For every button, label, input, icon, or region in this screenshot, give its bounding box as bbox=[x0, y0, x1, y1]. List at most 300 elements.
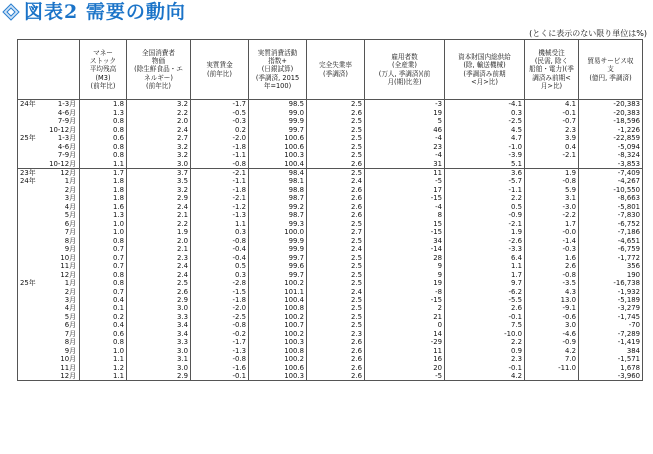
table-cell: -20,383 bbox=[579, 108, 643, 116]
table-cell: -2.1 bbox=[525, 151, 579, 159]
table-cell: -7,830 bbox=[579, 211, 643, 219]
table-cell: 0.3 bbox=[191, 228, 249, 236]
table-cell: 99.3 bbox=[249, 220, 307, 228]
demand-table bbox=[17, 39, 643, 381]
row-year: 24年 bbox=[20, 100, 36, 109]
table-cell: 2.5 bbox=[127, 279, 191, 287]
row-label bbox=[18, 270, 80, 278]
table-cell: -0.2 bbox=[191, 330, 249, 338]
table-cell: -2.8 bbox=[191, 279, 249, 287]
table-cell: 2.2 bbox=[127, 108, 191, 116]
row-label bbox=[18, 347, 80, 355]
table-cell: 2.6 bbox=[127, 287, 191, 295]
table-cell: 19 bbox=[365, 108, 445, 116]
row-period: 4-6月 bbox=[57, 142, 76, 151]
table-row bbox=[18, 134, 643, 142]
row-label bbox=[18, 245, 80, 253]
row-label bbox=[18, 313, 80, 321]
table-cell: -0.4 bbox=[191, 245, 249, 253]
table-cell: -10,550 bbox=[579, 186, 643, 194]
table-cell: 0.3 bbox=[191, 270, 249, 278]
table-cell: 2.3 bbox=[525, 125, 579, 133]
table-cell: -7,186 bbox=[579, 228, 643, 236]
table-cell: 28 bbox=[365, 253, 445, 261]
table-cell: 0.8 bbox=[80, 270, 127, 278]
table-cell: 3.2 bbox=[127, 151, 191, 159]
table-cell: -2.1 bbox=[445, 220, 525, 228]
column-header: 実質賃金 (前年比) bbox=[191, 40, 249, 100]
row-label bbox=[18, 220, 80, 228]
table-row bbox=[18, 372, 643, 381]
table-row bbox=[18, 237, 643, 245]
table-cell: -0.1 bbox=[525, 108, 579, 116]
table-cell: 0.3 bbox=[445, 108, 525, 116]
table-cell: 7.5 bbox=[445, 321, 525, 329]
table-cell: -1.1 bbox=[191, 151, 249, 159]
row-period: 5月 bbox=[64, 312, 76, 321]
table-cell: 0 bbox=[365, 321, 445, 329]
table-cell: -3.3 bbox=[445, 245, 525, 253]
table-cell: 2.6 bbox=[307, 211, 365, 219]
table-cell: 0.8 bbox=[80, 338, 127, 346]
table-cell: 46 bbox=[365, 125, 445, 133]
table-cell: 384 bbox=[579, 347, 643, 355]
column-header: 実質消費活動 指数+ (日銀試算) (季調済, 2015 年=100) bbox=[249, 40, 307, 100]
table-cell: 2.3 bbox=[127, 253, 191, 261]
table-cell: 2.5 bbox=[307, 313, 365, 321]
table-cell: 2.5 bbox=[307, 296, 365, 304]
table-cell: 2.5 bbox=[307, 237, 365, 245]
table-cell: -5 bbox=[365, 177, 445, 185]
row-period: 4-6月 bbox=[57, 108, 76, 117]
table-cell: 2.5 bbox=[307, 100, 365, 109]
table-cell: 2.6 bbox=[307, 338, 365, 346]
row-period: 11月 bbox=[60, 262, 76, 271]
table-cell: 0.8 bbox=[80, 151, 127, 159]
table-cell: 98.8 bbox=[249, 186, 307, 194]
table-cell: 2.5 bbox=[307, 151, 365, 159]
table-cell: 100.3 bbox=[249, 372, 307, 381]
table-cell: -1.3 bbox=[191, 347, 249, 355]
table-cell: 1,678 bbox=[579, 364, 643, 372]
table-cell: -0.9 bbox=[445, 211, 525, 219]
table-cell: -1.1 bbox=[191, 177, 249, 185]
title-bar bbox=[2, 1, 186, 23]
row-label bbox=[18, 177, 80, 185]
table-cell: 17 bbox=[365, 186, 445, 194]
table-cell: 0.8 bbox=[80, 237, 127, 245]
table-cell: 0.5 bbox=[445, 203, 525, 211]
row-period: 6月 bbox=[64, 219, 76, 228]
row-period: 7月 bbox=[64, 329, 76, 338]
table-cell: 21 bbox=[365, 313, 445, 321]
table-row bbox=[18, 304, 643, 312]
row-period: 10月 bbox=[60, 355, 76, 364]
table-cell bbox=[525, 159, 579, 168]
table-cell: -0.3 bbox=[525, 245, 579, 253]
table-cell: 3.1 bbox=[127, 355, 191, 363]
table-cell: 99.7 bbox=[249, 270, 307, 278]
table-cell: 31 bbox=[365, 159, 445, 168]
table-cell: 2.5 bbox=[307, 117, 365, 125]
table-cell: -2.0 bbox=[191, 134, 249, 142]
table-cell: -1.7 bbox=[191, 338, 249, 346]
table-cell: 5.9 bbox=[525, 186, 579, 194]
table-cell: 2.5 bbox=[307, 262, 365, 270]
table-cell: -6,752 bbox=[579, 220, 643, 228]
table-cell: -1.4 bbox=[525, 237, 579, 245]
table-cell: -11.0 bbox=[525, 364, 579, 372]
table-cell: -4 bbox=[365, 151, 445, 159]
table-cell: -1.8 bbox=[191, 186, 249, 194]
table-cell: 101.1 bbox=[249, 287, 307, 295]
table-cell: -0.8 bbox=[525, 177, 579, 185]
table-cell: 2.5 bbox=[307, 142, 365, 150]
row-label bbox=[18, 142, 80, 150]
table-cell: -0.8 bbox=[191, 355, 249, 363]
table-cell: 1.7 bbox=[80, 168, 127, 177]
table-row bbox=[18, 313, 643, 321]
table-cell: 2.2 bbox=[445, 338, 525, 346]
table-cell: 0.8 bbox=[80, 142, 127, 150]
table-row bbox=[18, 245, 643, 253]
table-cell: 3.5 bbox=[127, 177, 191, 185]
table-cell: 9 bbox=[365, 262, 445, 270]
row-period: 1-3月 bbox=[57, 134, 76, 143]
table-cell: 1.9 bbox=[127, 228, 191, 236]
row-period: 1月 bbox=[64, 177, 76, 186]
table-cell: 3.4 bbox=[127, 321, 191, 329]
table-cell: 13.0 bbox=[525, 296, 579, 304]
table-cell: 0.5 bbox=[191, 262, 249, 270]
table-cell: 3.2 bbox=[127, 142, 191, 150]
table-cell: 3.9 bbox=[525, 134, 579, 142]
table-cell: -70 bbox=[579, 321, 643, 329]
table-cell: 8 bbox=[365, 211, 445, 219]
row-period: 7-9月 bbox=[57, 151, 76, 160]
table-cell: 5.1 bbox=[445, 159, 525, 168]
table-cell: 2.6 bbox=[307, 108, 365, 116]
table-cell: -1.7 bbox=[191, 100, 249, 109]
table-cell: -5,094 bbox=[579, 142, 643, 150]
table-cell: -3.5 bbox=[525, 279, 579, 287]
table-cell: 3.0 bbox=[127, 364, 191, 372]
row-label bbox=[18, 151, 80, 159]
table-cell: -15 bbox=[365, 194, 445, 202]
row-label bbox=[18, 117, 80, 125]
table-cell: -9.1 bbox=[525, 304, 579, 312]
table-cell: -0.1 bbox=[445, 364, 525, 372]
row-label bbox=[18, 211, 80, 219]
table-cell: 2.5 bbox=[307, 134, 365, 142]
table-cell: -1,932 bbox=[579, 287, 643, 295]
row-label bbox=[18, 125, 80, 133]
table-cell: -22,859 bbox=[579, 134, 643, 142]
row-period: 10月 bbox=[60, 253, 76, 262]
table-cell: 100.6 bbox=[249, 364, 307, 372]
table-row bbox=[18, 253, 643, 261]
table-cell: 99.9 bbox=[249, 237, 307, 245]
table-cell: -5,189 bbox=[579, 296, 643, 304]
table-cell: -2.6 bbox=[445, 237, 525, 245]
table-cell: 2.5 bbox=[307, 270, 365, 278]
table-cell: 99.2 bbox=[249, 203, 307, 211]
table-cell: -0.6 bbox=[525, 313, 579, 321]
row-label bbox=[18, 194, 80, 202]
column-header: 資本財国内総供給 (除, 輸送機械) (季調済み前期 <月>比) bbox=[445, 40, 525, 100]
table-row bbox=[18, 125, 643, 133]
table-cell: -0.8 bbox=[191, 237, 249, 245]
table-cell: 0.7 bbox=[80, 262, 127, 270]
table-cell: 0.7 bbox=[80, 253, 127, 261]
table-cell: 2.5 bbox=[307, 279, 365, 287]
table-cell: 1.1 bbox=[445, 262, 525, 270]
table-cell: 1.1 bbox=[80, 159, 127, 168]
table-row bbox=[18, 151, 643, 159]
table-row bbox=[18, 262, 643, 270]
table-cell: 2.0 bbox=[127, 117, 191, 125]
table-cell: -1.5 bbox=[191, 287, 249, 295]
row-label bbox=[18, 304, 80, 312]
table-cell: 4.2 bbox=[445, 372, 525, 381]
table-cell: 1.9 bbox=[445, 228, 525, 236]
table-cell: -1.3 bbox=[191, 211, 249, 219]
unit-note: (とくに表示のない限り単位は%) bbox=[529, 29, 647, 38]
row-year: 25年 bbox=[20, 279, 36, 288]
table-cell: 4.7 bbox=[445, 134, 525, 142]
table-cell: 9.7 bbox=[445, 279, 525, 287]
row-label bbox=[18, 338, 80, 346]
table-cell: 2.1 bbox=[127, 245, 191, 253]
table-cell: 2.4 bbox=[307, 245, 365, 253]
table-cell: -3.0 bbox=[525, 203, 579, 211]
table-cell: 2.5 bbox=[307, 125, 365, 133]
table-cell: 2.9 bbox=[127, 372, 191, 381]
row-year: 25年 bbox=[20, 134, 36, 143]
table-cell: -3,279 bbox=[579, 304, 643, 312]
table-cell: 23 bbox=[365, 142, 445, 150]
table-cell: 3.2 bbox=[127, 100, 191, 109]
table-cell: 2.5 bbox=[307, 304, 365, 312]
table-cell: -0.1 bbox=[445, 313, 525, 321]
table-cell: 100.2 bbox=[249, 279, 307, 287]
row-label bbox=[18, 355, 80, 363]
table-cell: 2.3 bbox=[307, 330, 365, 338]
table-cell: 3.0 bbox=[127, 159, 191, 168]
row-label bbox=[18, 168, 80, 177]
row-year: 24年 bbox=[20, 177, 36, 186]
column-header: 貿易サービス収 支 (億円, 季調済) bbox=[579, 40, 643, 100]
table-cell: -0.3 bbox=[191, 117, 249, 125]
row-period: 11月 bbox=[60, 363, 76, 372]
table-cell: 2.2 bbox=[445, 194, 525, 202]
table-cell: -1,571 bbox=[579, 355, 643, 363]
table-row bbox=[18, 211, 643, 219]
table-cell: 2.6 bbox=[307, 364, 365, 372]
table-cell: -1,745 bbox=[579, 313, 643, 321]
table-cell: -2.5 bbox=[445, 117, 525, 125]
table-cell: 2.6 bbox=[307, 347, 365, 355]
table-cell: 2.7 bbox=[127, 134, 191, 142]
table-cell: 100.2 bbox=[249, 313, 307, 321]
table-cell: -5.7 bbox=[445, 177, 525, 185]
table-cell bbox=[525, 372, 579, 381]
table-cell: 100.7 bbox=[249, 321, 307, 329]
table-cell: 2.6 bbox=[307, 355, 365, 363]
row-label bbox=[18, 228, 80, 236]
table-cell: 0.4 bbox=[80, 321, 127, 329]
table-row bbox=[18, 347, 643, 355]
row-period: 2月 bbox=[64, 185, 76, 194]
table-cell: 99.7 bbox=[249, 125, 307, 133]
row-period: 4月 bbox=[64, 304, 76, 313]
table-cell: 1.0 bbox=[80, 228, 127, 236]
table-cell: -1.2 bbox=[191, 203, 249, 211]
table-row bbox=[18, 355, 643, 363]
row-label bbox=[18, 203, 80, 211]
table-cell: 4.2 bbox=[525, 347, 579, 355]
table-cell: 3.0 bbox=[525, 321, 579, 329]
table-cell: 0.7 bbox=[80, 245, 127, 253]
table-row bbox=[18, 159, 643, 168]
table-cell: 0.1 bbox=[80, 304, 127, 312]
table-cell: -5,801 bbox=[579, 203, 643, 211]
table-row bbox=[18, 220, 643, 228]
table-cell: 2.0 bbox=[127, 237, 191, 245]
row-period: 8月 bbox=[64, 236, 76, 245]
table-cell: 100.6 bbox=[249, 142, 307, 150]
table-cell: 2.5 bbox=[307, 321, 365, 329]
table-row bbox=[18, 279, 643, 287]
table-cell: 99.9 bbox=[249, 245, 307, 253]
row-label bbox=[18, 159, 80, 168]
table-container bbox=[17, 39, 643, 381]
table-cell: -2.1 bbox=[191, 168, 249, 177]
table-cell: -20,383 bbox=[579, 100, 643, 109]
row-period: 5月 bbox=[64, 211, 76, 220]
table-row bbox=[18, 177, 643, 185]
table-cell: 3.4 bbox=[127, 330, 191, 338]
table-cell: -1.0 bbox=[445, 142, 525, 150]
table-row bbox=[18, 186, 643, 194]
table-cell: 1.6 bbox=[525, 253, 579, 261]
table-cell: -3 bbox=[365, 100, 445, 109]
table-cell: -2.1 bbox=[191, 194, 249, 202]
row-period: 12月 bbox=[60, 168, 76, 177]
row-period: 3月 bbox=[64, 194, 76, 203]
row-period: 12月 bbox=[60, 270, 76, 279]
table-cell: -5.5 bbox=[445, 296, 525, 304]
table-cell: -0.5 bbox=[191, 108, 249, 116]
table-cell: -1.8 bbox=[191, 296, 249, 304]
table-row bbox=[18, 296, 643, 304]
row-period: 6月 bbox=[64, 321, 76, 330]
table-cell: 1.8 bbox=[80, 100, 127, 109]
table-row bbox=[18, 100, 643, 109]
table-cell: 2 bbox=[365, 304, 445, 312]
table-cell: 100.2 bbox=[249, 355, 307, 363]
table-cell: -0.8 bbox=[525, 270, 579, 278]
table-cell: -14 bbox=[365, 245, 445, 253]
row-label bbox=[18, 134, 80, 142]
table-cell: -0.8 bbox=[191, 321, 249, 329]
row-period: 3月 bbox=[64, 296, 76, 305]
table-cell: 1.8 bbox=[80, 186, 127, 194]
table-cell: 2.5 bbox=[307, 253, 365, 261]
table-cell: 1.7 bbox=[525, 220, 579, 228]
table-cell: 0.2 bbox=[80, 313, 127, 321]
table-cell: 34 bbox=[365, 237, 445, 245]
table-cell: 2.6 bbox=[307, 159, 365, 168]
table-row bbox=[18, 364, 643, 372]
row-label bbox=[18, 364, 80, 372]
table-cell: 99.7 bbox=[249, 253, 307, 261]
table-cell: 4.5 bbox=[445, 125, 525, 133]
row-year: 23年 bbox=[20, 168, 36, 177]
table-cell: 11 bbox=[365, 347, 445, 355]
table-cell: -1.6 bbox=[191, 364, 249, 372]
table-cell: 2.6 bbox=[307, 186, 365, 194]
table-cell: 3.3 bbox=[127, 313, 191, 321]
row-period: 7月 bbox=[64, 228, 76, 237]
table-cell: 1.6 bbox=[80, 203, 127, 211]
table-cell: 2.7 bbox=[307, 228, 365, 236]
table-row bbox=[18, 142, 643, 150]
table-cell: -2.2 bbox=[525, 211, 579, 219]
table-cell: 356 bbox=[579, 262, 643, 270]
table-cell: 2.9 bbox=[127, 296, 191, 304]
table-cell: 11 bbox=[365, 168, 445, 177]
table-cell: 0.6 bbox=[80, 330, 127, 338]
table-cell: 7.0 bbox=[525, 355, 579, 363]
table-cell: 1.0 bbox=[80, 347, 127, 355]
row-label bbox=[18, 253, 80, 261]
table-cell: 3.7 bbox=[127, 168, 191, 177]
table-cell: 4.3 bbox=[525, 287, 579, 295]
table-cell: 1.7 bbox=[445, 270, 525, 278]
table-cell: 2.4 bbox=[307, 177, 365, 185]
row-label bbox=[18, 287, 80, 295]
row-label bbox=[18, 279, 80, 287]
table-cell: 3.2 bbox=[127, 186, 191, 194]
table-cell: 1.3 bbox=[80, 211, 127, 219]
table-cell: 3.6 bbox=[445, 168, 525, 177]
row-label bbox=[18, 330, 80, 338]
table-row bbox=[18, 287, 643, 295]
table-cell: 0.4 bbox=[525, 142, 579, 150]
diamond-bullet-icon bbox=[2, 3, 20, 21]
table-cell: 3.3 bbox=[127, 338, 191, 346]
row-label bbox=[18, 237, 80, 245]
table-cell: 1.9 bbox=[525, 168, 579, 177]
table-cell: 5 bbox=[365, 117, 445, 125]
table-cell: 2.2 bbox=[127, 220, 191, 228]
table-cell: -7,409 bbox=[579, 168, 643, 177]
table-cell: 2.5 bbox=[307, 168, 365, 177]
table-cell: 0.9 bbox=[445, 347, 525, 355]
row-period: 1月 bbox=[64, 279, 76, 288]
table-row bbox=[18, 203, 643, 211]
table-cell: -18,596 bbox=[579, 117, 643, 125]
table-cell: -3,960 bbox=[579, 372, 643, 381]
table-cell: 1.8 bbox=[80, 194, 127, 202]
table-row bbox=[18, 194, 643, 202]
table-row bbox=[18, 228, 643, 236]
table-cell: 100.0 bbox=[249, 228, 307, 236]
row-period: 9月 bbox=[64, 346, 76, 355]
table-cell: 100.3 bbox=[249, 338, 307, 346]
table-cell: 1.0 bbox=[80, 220, 127, 228]
